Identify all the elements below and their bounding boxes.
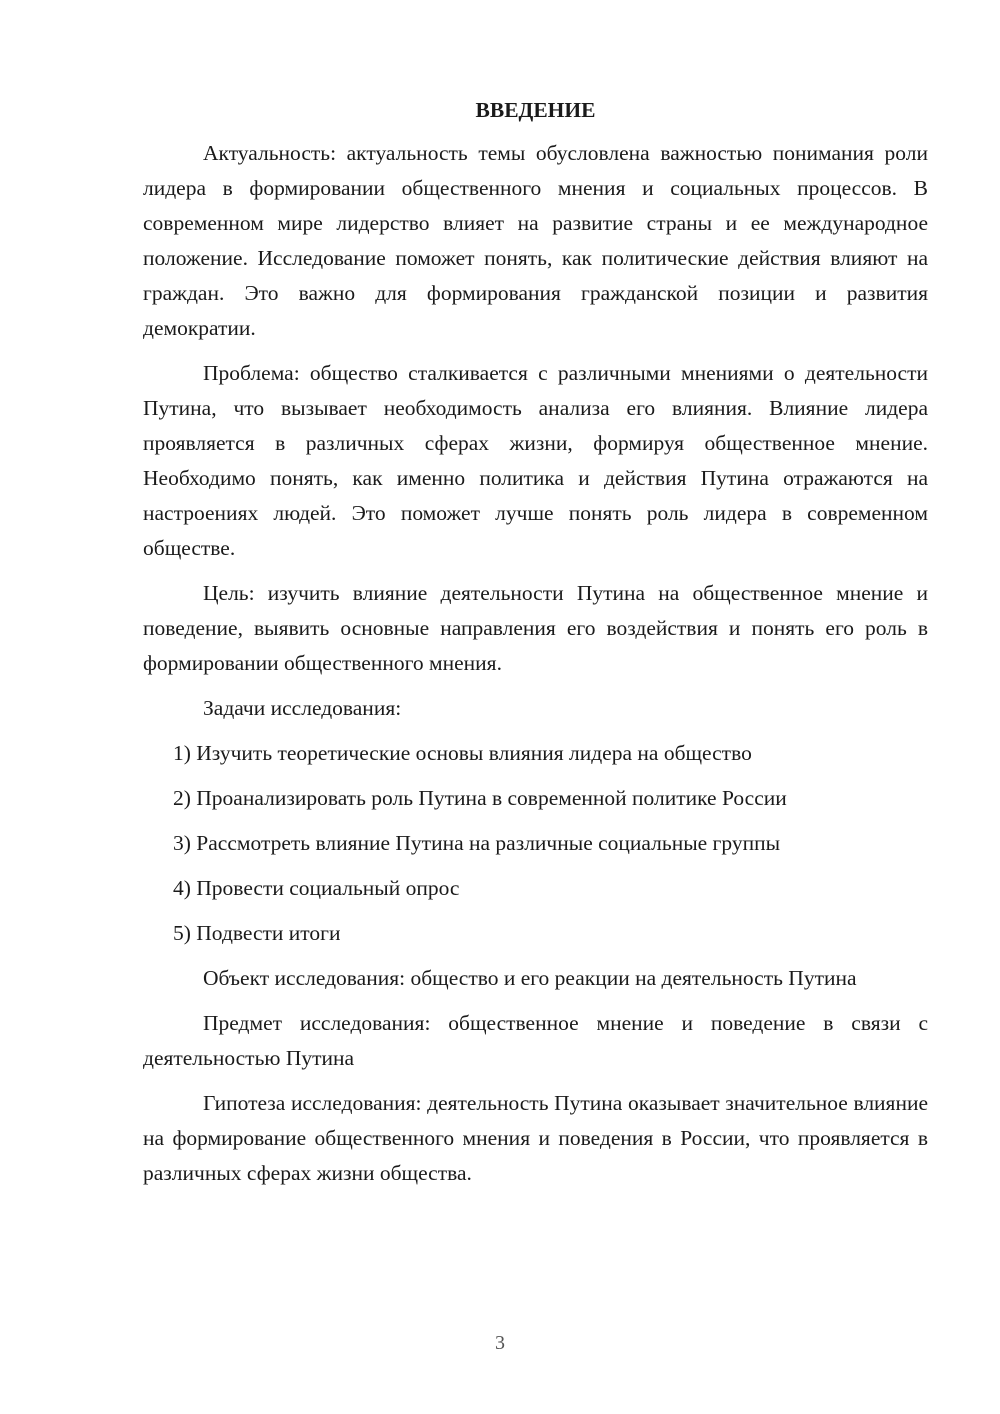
task-item: 4) Провести социальный опрос xyxy=(173,876,460,900)
tasks-list xyxy=(143,736,928,951)
paragraph-problem: Проблема: общество сталкивается с различными мнениями о деятельности Путина, что вызывает необходимость анализа его влияния. Влияние лидера проявляется в различных сферах жизни, формируя общественное мнение. Необходимо понять, как именно политика и действия Путина отражаются на настроениях людей. Это поможет лучше понять роль лидера в современном обществе. xyxy=(143,361,928,560)
page-number: 3 xyxy=(495,1332,505,1354)
paragraph-hypothesis: Гипотеза исследования: деятельность Путина оказывает значительное влияние на формирование общественного мнения и поведения в России, что проявляется в различных сферах жизни общества. xyxy=(143,1091,928,1185)
paragraph-object: Объект исследования: общество и его реакции на деятельность Путина xyxy=(203,966,857,990)
document-page xyxy=(143,90,928,1201)
paragraph-relevance: Актуальность: актуальность темы обусловлена важностью понимания роли лидера в формировании общественного мнения и социальных процессов. В современном мире лидерство влияет на развитие страны и ее международное положение. Исследование поможет понять, как политические действия влияют на граждан. Это важно для формирования гражданской позиции и развития демократии. xyxy=(143,141,928,340)
task-item: 3) Рассмотреть влияние Путина на различные социальные группы xyxy=(173,831,781,855)
section-title: ВВЕДЕНИЕ xyxy=(475,98,596,122)
task-item: 5) Подвести итоги xyxy=(173,921,341,945)
paragraph-subject: Предмет исследования: общественное мнение и поведение в связи с деятельностью Путина xyxy=(143,1011,928,1070)
task-item: 1) Изучить теоретические основы влияния лидера на общество xyxy=(173,741,752,765)
paragraph-goal: Цель: изучить влияние деятельности Путина на общественное мнение и поведение, выявить основные направления его воздействия и понять его роль в формировании общественного мнения. xyxy=(143,581,928,675)
tasks-heading: Задачи исследования: xyxy=(203,696,402,720)
task-item: 2) Проанализировать роль Путина в современной политике России xyxy=(173,786,787,810)
